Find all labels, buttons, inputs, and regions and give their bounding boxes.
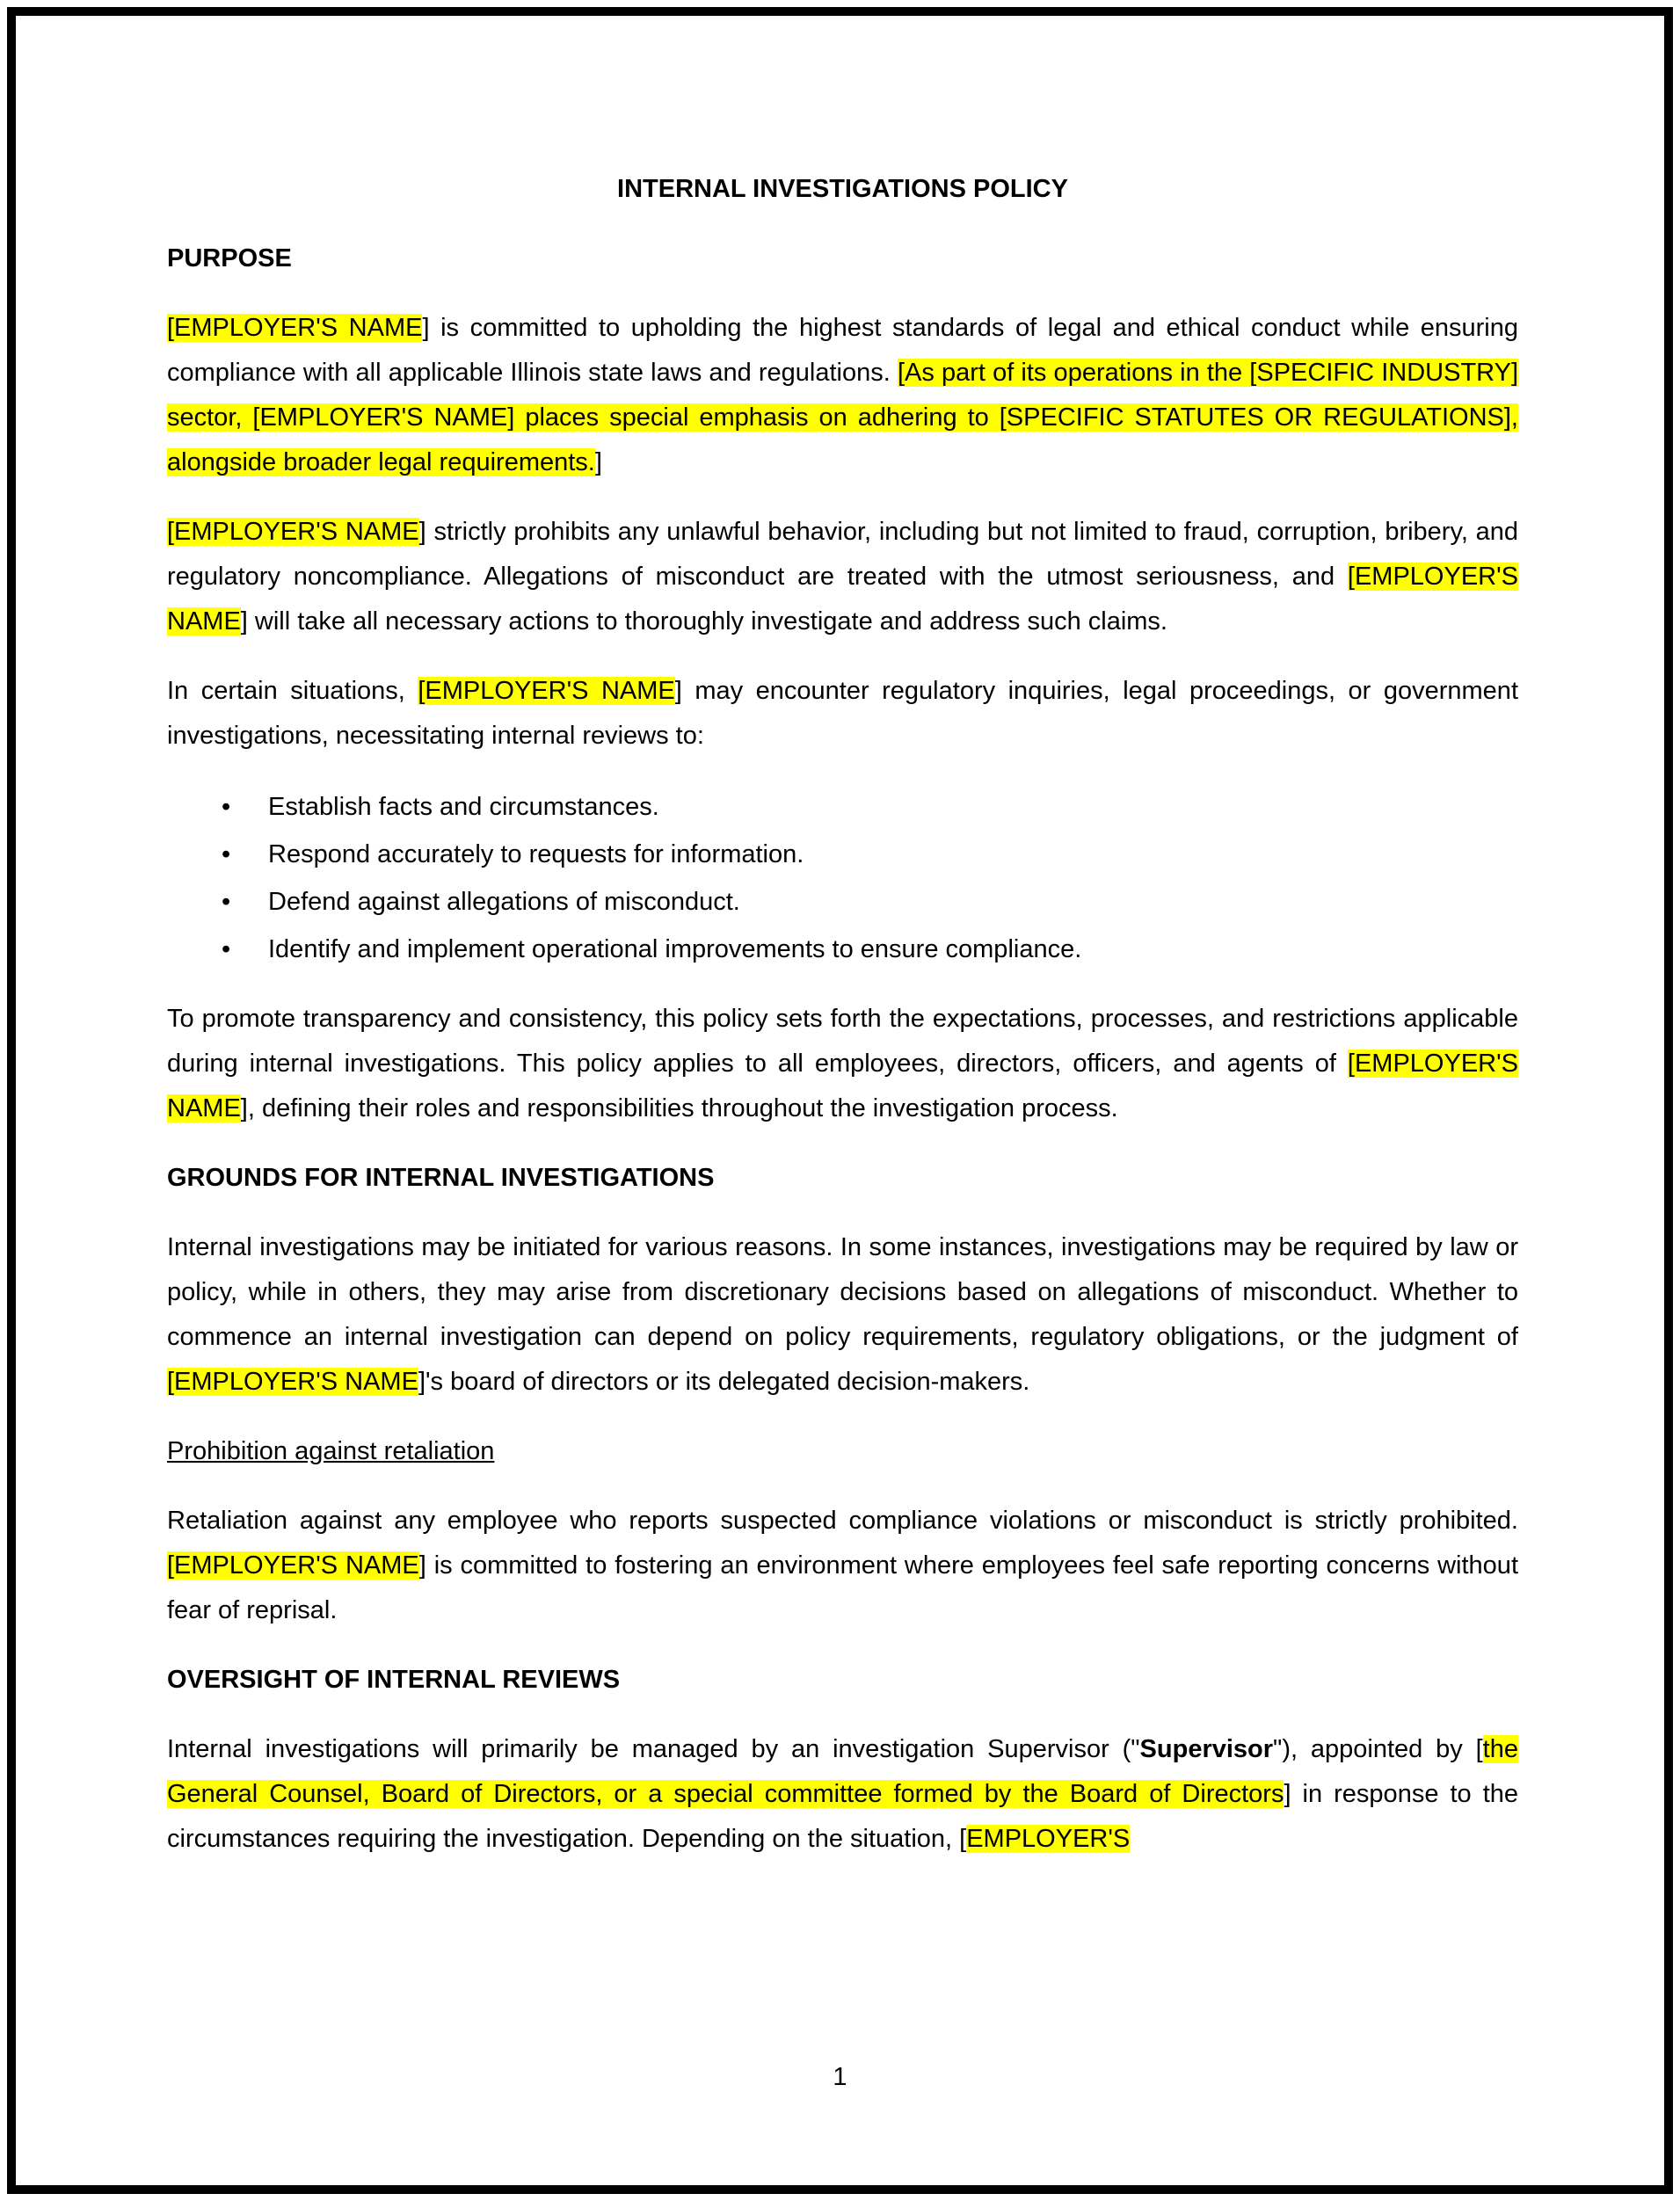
paragraph bbox=[167, 669, 1518, 759]
text-run: "), appointed by [ bbox=[1273, 1735, 1483, 1763]
sub-heading: Prohibition against retaliation bbox=[167, 1437, 495, 1465]
text-run: ] strictly prohibits any unlawful behavior, including but not limited to fraud, corruption, bribery, and regulatory noncompliance. Allegations of misconduct are treated with the utmost seriousness, and bbox=[167, 518, 1519, 591]
text-run: ] may encounter regulatory inquiries, legal proceedings, or government investigations, necessitating internal reviews to: bbox=[167, 677, 1518, 750]
list-item bbox=[167, 832, 1518, 877]
highlighted-text: the General Counsel, Board of Directors, or a special committee formed by the Board of Directors bbox=[167, 1735, 1518, 1808]
document-content bbox=[167, 167, 1518, 1862]
highlighted-text: [EMPLOYER'S NAME bbox=[167, 1551, 419, 1580]
bullet-list bbox=[167, 785, 1518, 972]
section-heading: PURPOSE bbox=[167, 244, 292, 272]
text-run: Defend against allegations of misconduct. bbox=[268, 888, 740, 916]
text-run: Establish facts and circumstances. bbox=[268, 793, 659, 821]
page-number: 1 bbox=[833, 2063, 847, 2091]
list-item bbox=[167, 927, 1518, 972]
text-run: ] in response to the circumstances requiring the investigation. Depending on the situation, [ bbox=[167, 1780, 1519, 1853]
text-run: Respond accurately to requests for information. bbox=[268, 840, 804, 868]
text-run: Internal investigations will primarily be managed by an investigation Supervisor (" bbox=[167, 1735, 1140, 1763]
highlighted-text: [EMPLOYER'S NAME bbox=[418, 677, 675, 705]
highlighted-text: [As part of its operations in the [SPECIFIC INDUSTRY] sector, [EMPLOYER'S NAME] places special emphasis on adhering to [SPECIFIC STATUTES OR REGULATIONS], alongside broader legal requirements. bbox=[167, 359, 1519, 476]
highlighted-text: EMPLOYER'S bbox=[966, 1825, 1131, 1853]
text-run: Retaliation against any employee who reports suspected compliance violations or misconduct is strictly prohibited. bbox=[167, 1507, 1518, 1535]
text-run: Supervisor bbox=[1139, 1735, 1274, 1763]
text-run: Internal investigations may be initiated for various reasons. In some instances, investigations may be required by law or policy, while in others, they may arise from discretionary decisions based on allegations of misconduct. Whether to commence an internal investigation can depend on policy requirements, regulatory obligations, or the judgment of bbox=[167, 1233, 1518, 1351]
text-run: To promote transparency and consistency, this policy sets forth the expectations, processes, and restrictions applicable during internal investigations. This policy applies to all employees, directors, officers, and agents of bbox=[167, 1005, 1518, 1078]
text-run: ] is committed to upholding the highest standards of legal and ethical conduct while ensuring compliance with all applicable Illinois state laws and regulations. bbox=[167, 314, 1519, 387]
text-run: ], defining their roles and responsibilities throughout the investigation process. bbox=[240, 1094, 1118, 1122]
paragraph bbox=[167, 306, 1518, 485]
highlighted-text: [EMPLOYER'S NAME bbox=[167, 1050, 1518, 1122]
text-run: ]'s board of directors or its delegated decision-makers. bbox=[418, 1368, 1030, 1396]
text-run: Identify and implement operational improvements to ensure compliance. bbox=[268, 935, 1082, 963]
paragraph bbox=[167, 1225, 1518, 1405]
section-heading: GROUNDS FOR INTERNAL INVESTIGATIONS bbox=[167, 1164, 715, 1192]
text-run: ] will take all necessary actions to thoroughly investigate and address such claims. bbox=[240, 607, 1167, 636]
document-title: INTERNAL INVESTIGATIONS POLICY bbox=[617, 175, 1068, 203]
highlighted-text: [EMPLOYER'S NAME bbox=[167, 1368, 418, 1396]
text-run: ] is committed to fostering an environment where employees feel safe reporting concerns without fear of reprisal. bbox=[167, 1551, 1518, 1624]
section-heading: OVERSIGHT OF INTERNAL REVIEWS bbox=[167, 1666, 621, 1694]
list-item bbox=[167, 785, 1518, 830]
text-run: In certain situations, bbox=[167, 677, 418, 705]
paragraph bbox=[167, 1727, 1518, 1862]
highlighted-text: [EMPLOYER'S NAME bbox=[167, 314, 423, 342]
paragraph bbox=[167, 1499, 1518, 1633]
highlighted-text: [EMPLOYER'S NAME bbox=[167, 518, 419, 546]
paragraph bbox=[167, 510, 1518, 644]
list-item bbox=[167, 880, 1518, 925]
text-run: ] bbox=[594, 448, 602, 476]
paragraph bbox=[167, 997, 1518, 1131]
highlighted-text: [EMPLOYER'S NAME bbox=[167, 563, 1518, 636]
document-blocks bbox=[167, 236, 1518, 1862]
